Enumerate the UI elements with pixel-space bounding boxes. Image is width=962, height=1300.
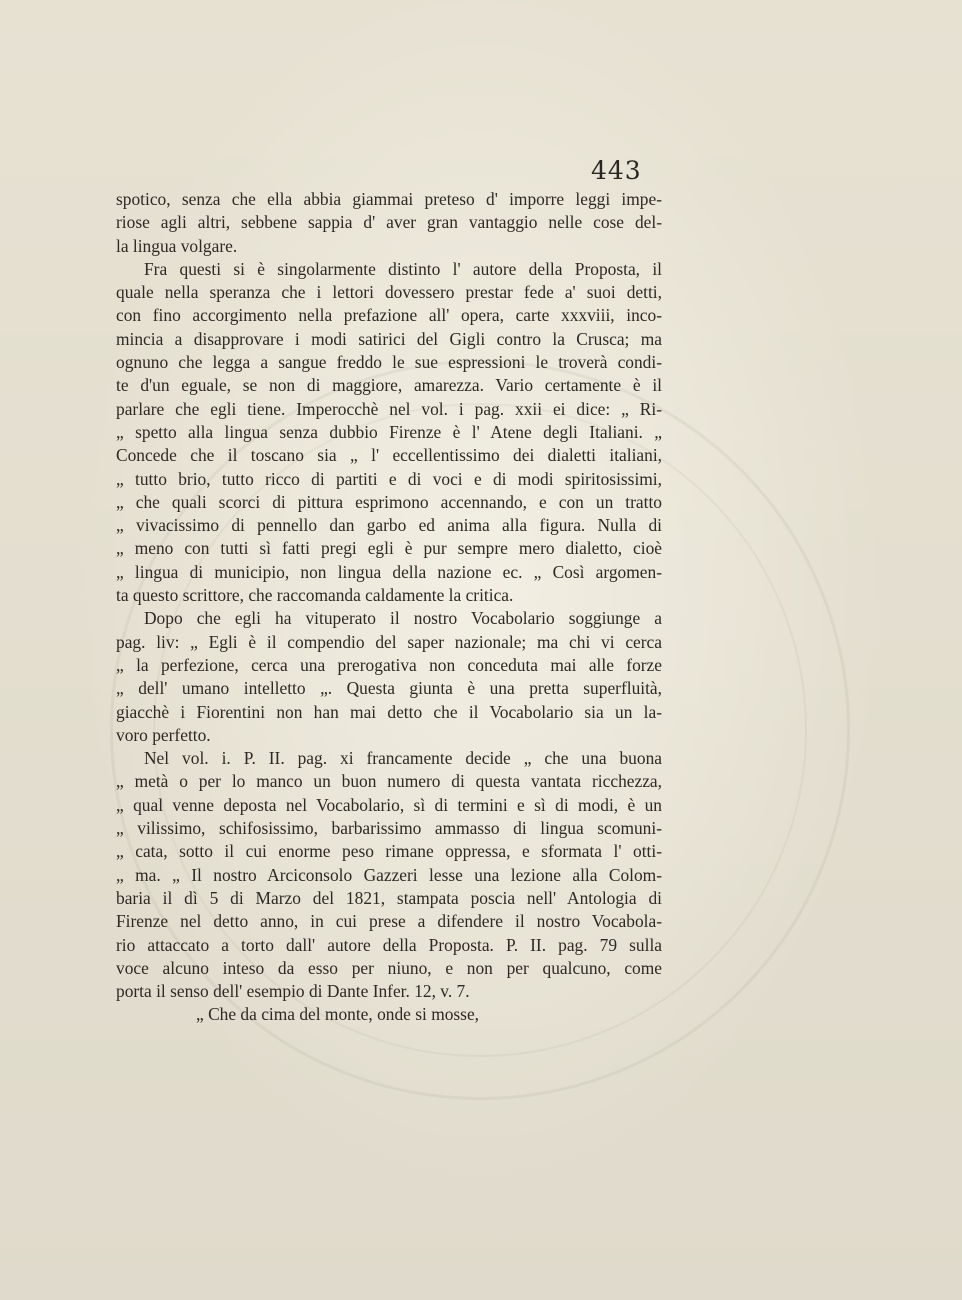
text-line: „ la perfezione, cerca una prerogativa non conceduta mai alle forze bbox=[116, 654, 662, 675]
text-line: „ vilissimo, schifosissimo, barbarissimo ammasso di lingua scomuni- bbox=[116, 818, 662, 839]
text-line: Firenze nel detto anno, in cui prese a difendere il nostro Vocabola- bbox=[116, 911, 662, 932]
text-line: rio attaccato a torto dall' autore della Proposta. P. II. pag. 79 sulla bbox=[116, 934, 662, 955]
text-line: „ cata, sotto il cui enorme peso rimane oppressa, e sformata l' otti- bbox=[116, 841, 662, 862]
page-number: 443 bbox=[591, 156, 642, 185]
text-line: Fra questi si è singolarmente distinto l' autore della Proposta, il bbox=[144, 258, 662, 279]
text-line: pag. liv: „ Egli è il compendio del saper nazionale; ma chi vi cerca bbox=[116, 631, 662, 652]
text-line: Nel vol. i. P. II. pag. xi francamente decide „ che una buona bbox=[144, 748, 662, 769]
text-line: baria il dì 5 di Marzo del 1821, stampata poscia nell' Antologia di bbox=[116, 887, 662, 908]
text-line: te d'un eguale, se non di maggiore, amarezza. Vario certamente è il bbox=[116, 375, 662, 396]
text-line: „ vivacissimo di pennello dan garbo ed anima alla figura. Nulla di bbox=[116, 515, 662, 536]
text-line: Concede che il toscano sia „ l' eccellentissimo dei dialetti italiani, bbox=[116, 445, 662, 466]
text-line: „ metà o per lo manco un buon numero di questa vantata ricchezza, bbox=[116, 771, 662, 792]
text-line: „ tutto brio, tutto ricco di partiti e di voci e di modi spiritosissimi, bbox=[116, 468, 662, 489]
text-line: parlare che egli tiene. Imperocchè nel vol. i pag. xxii ei dice: „ Ri- bbox=[116, 398, 662, 419]
text-line: ognuno che legga a sangue freddo le sue espressioni le troverà condi- bbox=[116, 352, 662, 373]
body-text bbox=[116, 188, 662, 1027]
text-line: „ spetto alla lingua senza dubbio Firenze è l' Atene degli Italiani. „ bbox=[116, 421, 662, 442]
text-line: „ meno con tutti sì fatti pregi egli è pur sempre mero dialetto, cioè bbox=[116, 538, 662, 559]
text-line: „ Che da cima del monte, onde si mosse, bbox=[196, 1004, 480, 1025]
text-line: con fino accorgimento nella prefazione all' opera, carte xxxviii, inco- bbox=[116, 305, 662, 326]
text-line: riose agli altri, sebbene sappia d' aver gran vantaggio nelle cose del- bbox=[116, 212, 662, 233]
text-line: ta questo scrittore, che raccomanda caldamente la critica. bbox=[116, 585, 514, 606]
text-line: „ qual venne deposta nel Vocabolario, sì di termini e sì di modi, è un bbox=[116, 794, 662, 815]
text-line: spotico, senza che ella abbia giammai preteso d' imporre leggi impe- bbox=[116, 189, 662, 209]
text-line: mincia a disapprovare i modi satirici del Gigli contro la Crusca; ma bbox=[116, 328, 662, 349]
text-line: la lingua volgare. bbox=[116, 235, 238, 256]
text-line: „ dell' umano intelletto „. Questa giunta è una pretta superfluità, bbox=[116, 678, 662, 699]
text-line: „ lingua di municipio, non lingua della nazione ec. „ Così argomen- bbox=[116, 561, 662, 582]
text-line: giacchè i Fiorentini non han mai detto che il Vocabolario sia un la- bbox=[116, 701, 662, 722]
text-line: „ ma. „ Il nostro Arciconsolo Gazzeri lesse una lezione alla Colom- bbox=[116, 864, 662, 885]
text-line: Dopo che egli ha vituperato il nostro Vocabolario soggiunge a bbox=[144, 608, 662, 629]
text-line: „ che quali scorci di pittura esprimono accennando, e con un tratto bbox=[116, 491, 662, 512]
text-line: quale nella speranza che i lettori dovessero prestar fede a' suoi detti, bbox=[116, 282, 662, 303]
text-line: voro perfetto. bbox=[116, 724, 211, 745]
text-line: porta il senso dell' esempio di Dante Infer. 12, v. 7. bbox=[116, 981, 470, 1002]
text-line: voce alcuno inteso da esso per niuno, e non per qualcuno, come bbox=[116, 957, 662, 978]
